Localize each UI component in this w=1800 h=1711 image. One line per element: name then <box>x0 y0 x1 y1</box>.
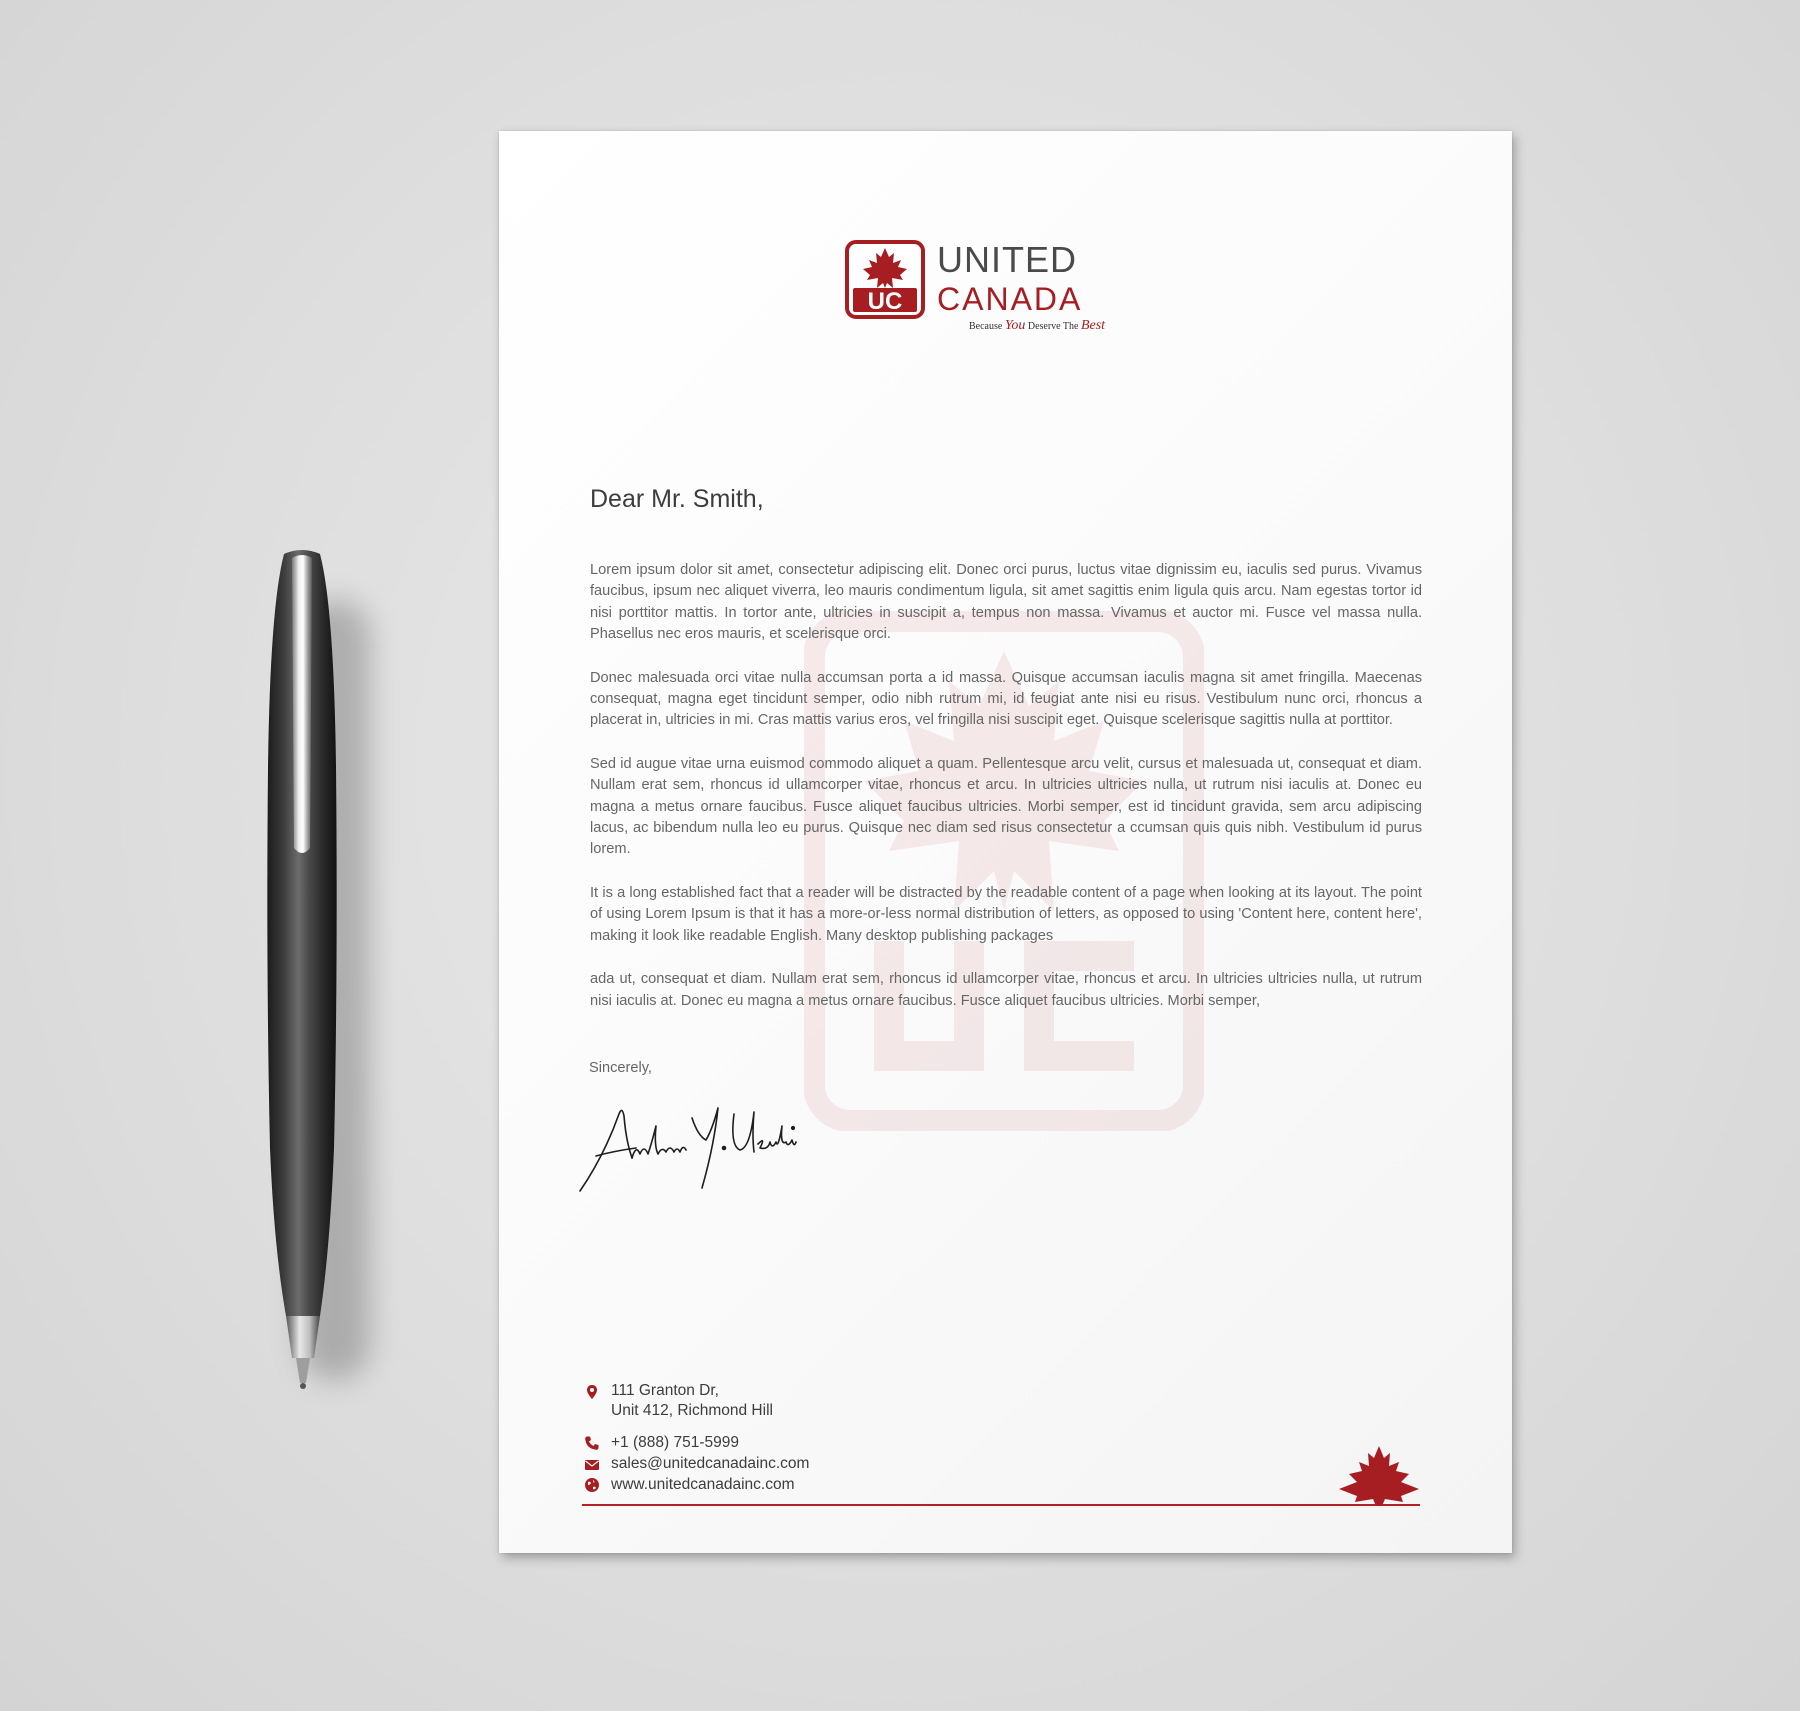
website-url: www.unitedcanadainc.com <box>611 1476 795 1493</box>
address-line-2: Unit 412, Richmond Hill <box>611 1402 773 1419</box>
letter-paragraph: ada ut, consequat et diam. Nullam erat sem, rhoncus id ullamcorper vitae, rhoncus et arcu. In ultricies ultricies nulla, ut rutrum nisi iaculis at. Donec eu magna a metus ornare faucibus. Fusce aliquet faucibus ultricies. Morbi semper, <box>590 971 1422 1009</box>
globe-icon <box>584 1477 600 1493</box>
logo-word-united: UNITED <box>937 239 1077 280</box>
map-pin-icon <box>584 1384 600 1400</box>
letter-salutation: Dear Mr. Smith, <box>590 485 764 513</box>
logo-word-canada: CANADA <box>937 281 1083 317</box>
tagline-part-1: Because <box>969 321 1003 332</box>
address-line-1: 111 Granton Dr, <box>611 1382 719 1399</box>
email-address: sales@unitedcanadainc.com <box>611 1455 810 1472</box>
phone-number: +1 (888) 751-5999 <box>611 1434 739 1451</box>
letter-paragraph: Sed id augue vitae urna euismod commodo aliquet a quam. Pellentesque arcu velit, cursus et malesuada ut, consequat et diam. Nullam erat sem, rhoncus id ullamcorper vitae, rhoncus et arcu. In ultricies ultricies nulla, ut rutrum nisi iaculis at. Donec eu magna a metus ornare faucibus. Fusce aliquet faucibus ultricies. Morbi semper, est id tincidunt gravida, sem arcu adipiscing lacus, ac bibendum nulla leo eu purus. Quisque nec diam sed risus consectetur a ccumsan quis quis nibh. Vestibulum id purus lorem. <box>590 755 1422 858</box>
logo-tagline <box>969 318 1139 334</box>
logo-mark-text: UC <box>867 288 903 315</box>
letterhead-sheet <box>499 131 1512 1553</box>
maple-leaf-icon <box>1335 1444 1423 1506</box>
tagline-best: Best <box>1080 318 1106 333</box>
letter-paragraph: Lorem ipsum dolor sit amet, consectetur adipiscing elit. Donec orci purus, luctus vitae dignissim eu, iaculis sed purus. Vivamus faucibus, ipsum nec aliquet viverra, leo mauris condimentum ligula, sit amet sagittis enim ligula quis arcu. Nam egestas tortor id nisi porttitor mattis. In tortor ante, ultricies in suscipit a, tempus non massa. Vivamus et auctor mi. Fusce vel massa nulla. Phasellus nec eros mauris, et scelerisque orci. <box>590 562 1422 643</box>
letter-paragraph: It is a long established fact that a reader will be distracted by the readable content of a page when looking at its layout. The point of using Lorem Ipsum is that it has a more-or-less normal distribution of letters, as opposed to using 'Content here, content here', making it look like readable English. Many desktop publishing packages <box>590 884 1422 944</box>
uc-logo-mark <box>845 240 925 319</box>
tagline-you: You <box>1004 318 1026 333</box>
tagline-part-2: Deserve The <box>1027 321 1079 332</box>
handwritten-signature <box>574 1096 804 1196</box>
letter-closing: Sincerely, <box>589 1060 652 1076</box>
pen-image <box>262 548 342 1395</box>
company-logo <box>845 240 1137 344</box>
footer-divider <box>582 1504 1420 1506</box>
letter-paragraph: Donec malesuada orci vitae nulla accumsan porta a id massa. Quisque accumsan iaculis magna sit amet fringilla. Maecenas consequat, magna eget tincidunt semper, odio nibh rutrum mi, id feugiat ante nisi eu risus. Vestibulum nunc orci, rhoncus a placerat in, ultricies in mi. Cras mattis varius eros, vel fringilla nisi suscipit eget. Quisque scelerisque sagittis nulla at porttitor. <box>590 669 1422 729</box>
envelope-icon <box>584 1457 600 1473</box>
letter-body <box>590 560 1422 1034</box>
phone-icon <box>584 1435 600 1451</box>
